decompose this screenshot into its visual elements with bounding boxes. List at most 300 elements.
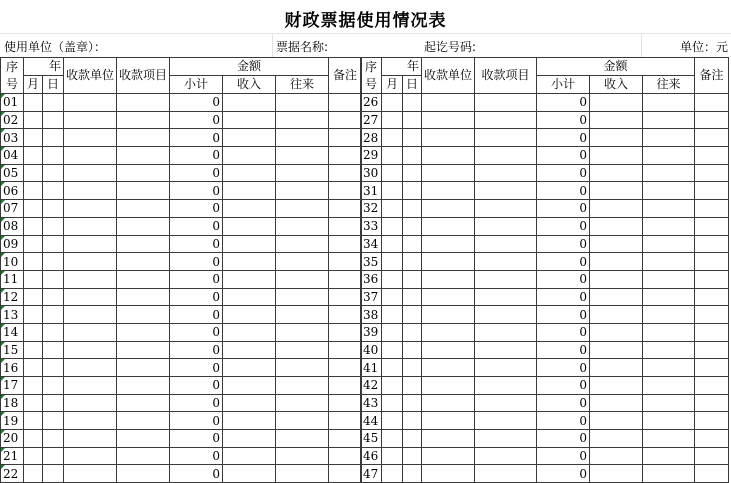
remark-cell[interactable] [695, 270, 729, 288]
transfer-cell[interactable] [643, 341, 695, 359]
day-cell[interactable] [403, 217, 422, 235]
remark-cell[interactable] [329, 94, 362, 112]
income-cell[interactable] [223, 377, 276, 395]
income-cell[interactable] [590, 94, 643, 112]
transfer-cell[interactable] [276, 182, 329, 200]
payee-item-cell[interactable] [117, 377, 170, 395]
subtotal-cell[interactable]: 0 [170, 270, 223, 288]
transfer-cell[interactable] [276, 235, 329, 253]
transfer-cell[interactable] [643, 288, 695, 306]
payee-item-cell[interactable] [475, 147, 537, 165]
month-cell[interactable] [24, 164, 43, 182]
payee-unit-cell[interactable] [422, 323, 475, 341]
month-cell[interactable] [24, 217, 43, 235]
day-cell[interactable] [403, 164, 422, 182]
payee-unit-cell[interactable] [422, 430, 475, 448]
payee-item-cell[interactable] [475, 430, 537, 448]
month-cell[interactable] [24, 465, 43, 483]
subtotal-cell[interactable]: 0 [537, 147, 590, 165]
transfer-cell[interactable] [276, 288, 329, 306]
payee-unit-cell[interactable] [64, 147, 117, 165]
transfer-cell[interactable] [276, 111, 329, 129]
payee-unit-cell[interactable] [64, 341, 117, 359]
payee-item-cell[interactable] [475, 341, 537, 359]
seq-cell[interactable]: 04 [1, 147, 24, 165]
income-cell[interactable] [590, 111, 643, 129]
transfer-cell[interactable] [276, 270, 329, 288]
income-cell[interactable] [590, 235, 643, 253]
month-cell[interactable] [24, 341, 43, 359]
remark-cell[interactable] [329, 412, 362, 430]
payee-unit-cell[interactable] [422, 200, 475, 218]
seq-cell[interactable]: 39 [361, 323, 382, 341]
subtotal-cell[interactable]: 0 [537, 341, 590, 359]
day-cell[interactable] [43, 164, 64, 182]
transfer-cell[interactable] [643, 447, 695, 465]
seq-cell[interactable]: 36 [361, 270, 382, 288]
day-cell[interactable] [403, 200, 422, 218]
remark-cell[interactable] [329, 164, 362, 182]
subtotal-cell[interactable]: 0 [170, 447, 223, 465]
payee-unit-cell[interactable] [64, 465, 117, 483]
month-cell[interactable] [382, 447, 403, 465]
payee-item-cell[interactable] [475, 359, 537, 377]
day-cell[interactable] [43, 217, 64, 235]
remark-cell[interactable] [329, 465, 362, 483]
income-cell[interactable] [590, 447, 643, 465]
income-cell[interactable] [590, 164, 643, 182]
income-cell[interactable] [223, 394, 276, 412]
payee-item-cell[interactable] [475, 129, 537, 147]
subtotal-cell[interactable]: 0 [537, 447, 590, 465]
transfer-cell[interactable] [643, 430, 695, 448]
remark-cell[interactable] [695, 306, 729, 324]
remark-cell[interactable] [329, 235, 362, 253]
seq-cell[interactable]: 38 [361, 306, 382, 324]
payee-unit-cell[interactable] [64, 111, 117, 129]
payee-unit-cell[interactable] [64, 217, 117, 235]
month-cell[interactable] [382, 430, 403, 448]
payee-item-cell[interactable] [117, 235, 170, 253]
payee-unit-cell[interactable] [64, 129, 117, 147]
remark-cell[interactable] [695, 200, 729, 218]
remark-cell[interactable] [695, 323, 729, 341]
income-cell[interactable] [223, 323, 276, 341]
month-cell[interactable] [382, 323, 403, 341]
transfer-cell[interactable] [276, 341, 329, 359]
transfer-cell[interactable] [643, 200, 695, 218]
remark-cell[interactable] [695, 288, 729, 306]
month-cell[interactable] [382, 182, 403, 200]
transfer-cell[interactable] [643, 164, 695, 182]
month-cell[interactable] [382, 235, 403, 253]
payee-unit-cell[interactable] [422, 253, 475, 271]
transfer-cell[interactable] [643, 94, 695, 112]
income-cell[interactable] [590, 430, 643, 448]
transfer-cell[interactable] [643, 394, 695, 412]
transfer-cell[interactable] [276, 129, 329, 147]
month-cell[interactable] [24, 288, 43, 306]
day-cell[interactable] [43, 270, 64, 288]
month-cell[interactable] [24, 306, 43, 324]
payee-unit-cell[interactable] [64, 235, 117, 253]
subtotal-cell[interactable]: 0 [170, 394, 223, 412]
seq-cell[interactable]: 31 [361, 182, 382, 200]
payee-item-cell[interactable] [475, 323, 537, 341]
payee-item-cell[interactable] [475, 377, 537, 395]
payee-item-cell[interactable] [475, 111, 537, 129]
month-cell[interactable] [24, 323, 43, 341]
remark-cell[interactable] [329, 323, 362, 341]
payee-item-cell[interactable] [117, 394, 170, 412]
day-cell[interactable] [403, 447, 422, 465]
payee-unit-cell[interactable] [64, 394, 117, 412]
income-cell[interactable] [223, 270, 276, 288]
day-cell[interactable] [403, 323, 422, 341]
payee-unit-cell[interactable] [64, 270, 117, 288]
day-cell[interactable] [43, 465, 64, 483]
transfer-cell[interactable] [643, 359, 695, 377]
transfer-cell[interactable] [643, 111, 695, 129]
transfer-cell[interactable] [276, 200, 329, 218]
month-cell[interactable] [24, 111, 43, 129]
transfer-cell[interactable] [276, 359, 329, 377]
day-cell[interactable] [43, 359, 64, 377]
month-cell[interactable] [24, 359, 43, 377]
income-cell[interactable] [590, 341, 643, 359]
day-cell[interactable] [403, 377, 422, 395]
day-cell[interactable] [43, 235, 64, 253]
month-cell[interactable] [382, 147, 403, 165]
payee-unit-cell[interactable] [422, 94, 475, 112]
subtotal-cell[interactable]: 0 [537, 377, 590, 395]
transfer-cell[interactable] [643, 253, 695, 271]
payee-unit-cell[interactable] [64, 94, 117, 112]
transfer-cell[interactable] [276, 447, 329, 465]
payee-unit-cell[interactable] [422, 341, 475, 359]
transfer-cell[interactable] [643, 412, 695, 430]
income-cell[interactable] [223, 430, 276, 448]
transfer-cell[interactable] [276, 253, 329, 271]
day-cell[interactable] [43, 323, 64, 341]
seq-cell[interactable]: 35 [361, 253, 382, 271]
income-cell[interactable] [590, 394, 643, 412]
payee-unit-cell[interactable] [422, 270, 475, 288]
subtotal-cell[interactable]: 0 [537, 111, 590, 129]
month-cell[interactable] [24, 129, 43, 147]
remark-cell[interactable] [329, 359, 362, 377]
subtotal-cell[interactable]: 0 [537, 323, 590, 341]
payee-unit-cell[interactable] [422, 182, 475, 200]
payee-unit-cell[interactable] [422, 288, 475, 306]
remark-cell[interactable] [329, 430, 362, 448]
month-cell[interactable] [24, 447, 43, 465]
remark-cell[interactable] [695, 465, 729, 483]
payee-unit-cell[interactable] [422, 147, 475, 165]
seq-cell[interactable]: 30 [361, 164, 382, 182]
payee-unit-cell[interactable] [422, 217, 475, 235]
seq-cell[interactable]: 40 [361, 341, 382, 359]
payee-item-cell[interactable] [117, 94, 170, 112]
day-cell[interactable] [43, 377, 64, 395]
subtotal-cell[interactable]: 0 [537, 253, 590, 271]
income-cell[interactable] [223, 465, 276, 483]
month-cell[interactable] [24, 94, 43, 112]
payee-item-cell[interactable] [117, 111, 170, 129]
month-cell[interactable] [24, 253, 43, 271]
income-cell[interactable] [223, 164, 276, 182]
transfer-cell[interactable] [643, 147, 695, 165]
subtotal-cell[interactable]: 0 [537, 182, 590, 200]
remark-cell[interactable] [695, 235, 729, 253]
payee-unit-cell[interactable] [422, 412, 475, 430]
payee-item-cell[interactable] [117, 182, 170, 200]
subtotal-cell[interactable]: 0 [170, 182, 223, 200]
month-cell[interactable] [382, 306, 403, 324]
income-cell[interactable] [223, 182, 276, 200]
payee-unit-cell[interactable] [422, 377, 475, 395]
remark-cell[interactable] [329, 306, 362, 324]
payee-item-cell[interactable] [117, 164, 170, 182]
day-cell[interactable] [43, 94, 64, 112]
payee-item-cell[interactable] [117, 270, 170, 288]
day-cell[interactable] [403, 111, 422, 129]
income-cell[interactable] [590, 377, 643, 395]
income-cell[interactable] [223, 447, 276, 465]
remark-cell[interactable] [329, 377, 362, 395]
subtotal-cell[interactable]: 0 [537, 217, 590, 235]
day-cell[interactable] [403, 341, 422, 359]
subtotal-cell[interactable]: 0 [170, 412, 223, 430]
seq-cell[interactable]: 19 [1, 412, 24, 430]
month-cell[interactable] [24, 412, 43, 430]
payee-unit-cell[interactable] [422, 164, 475, 182]
subtotal-cell[interactable]: 0 [537, 129, 590, 147]
day-cell[interactable] [403, 182, 422, 200]
transfer-cell[interactable] [643, 465, 695, 483]
transfer-cell[interactable] [276, 465, 329, 483]
month-cell[interactable] [24, 200, 43, 218]
remark-cell[interactable] [695, 129, 729, 147]
month-cell[interactable] [382, 217, 403, 235]
day-cell[interactable] [43, 129, 64, 147]
seq-cell[interactable]: 22 [1, 465, 24, 483]
subtotal-cell[interactable]: 0 [170, 288, 223, 306]
remark-cell[interactable] [695, 341, 729, 359]
subtotal-cell[interactable]: 0 [537, 235, 590, 253]
day-cell[interactable] [403, 306, 422, 324]
payee-unit-cell[interactable] [422, 129, 475, 147]
day-cell[interactable] [403, 129, 422, 147]
month-cell[interactable] [24, 270, 43, 288]
seq-cell[interactable]: 02 [1, 111, 24, 129]
income-cell[interactable] [590, 217, 643, 235]
payee-item-cell[interactable] [117, 430, 170, 448]
seq-cell[interactable]: 34 [361, 235, 382, 253]
month-cell[interactable] [382, 111, 403, 129]
transfer-cell[interactable] [276, 94, 329, 112]
income-cell[interactable] [223, 359, 276, 377]
remark-cell[interactable] [329, 200, 362, 218]
transfer-cell[interactable] [276, 147, 329, 165]
month-cell[interactable] [382, 94, 403, 112]
income-cell[interactable] [590, 270, 643, 288]
income-cell[interactable] [590, 359, 643, 377]
payee-item-cell[interactable] [475, 94, 537, 112]
subtotal-cell[interactable]: 0 [170, 377, 223, 395]
seq-cell[interactable]: 27 [361, 111, 382, 129]
payee-item-cell[interactable] [475, 394, 537, 412]
month-cell[interactable] [382, 359, 403, 377]
transfer-cell[interactable] [643, 182, 695, 200]
transfer-cell[interactable] [643, 217, 695, 235]
income-cell[interactable] [590, 306, 643, 324]
transfer-cell[interactable] [643, 270, 695, 288]
transfer-cell[interactable] [643, 377, 695, 395]
payee-unit-cell[interactable] [64, 323, 117, 341]
transfer-cell[interactable] [276, 412, 329, 430]
day-cell[interactable] [403, 147, 422, 165]
seq-cell[interactable]: 06 [1, 182, 24, 200]
month-cell[interactable] [24, 235, 43, 253]
subtotal-cell[interactable]: 0 [170, 164, 223, 182]
payee-unit-cell[interactable] [422, 447, 475, 465]
month-cell[interactable] [382, 200, 403, 218]
subtotal-cell[interactable]: 0 [537, 270, 590, 288]
payee-item-cell[interactable] [117, 465, 170, 483]
payee-item-cell[interactable] [475, 235, 537, 253]
transfer-cell[interactable] [276, 217, 329, 235]
seq-cell[interactable]: 41 [361, 359, 382, 377]
payee-unit-cell[interactable] [422, 111, 475, 129]
payee-unit-cell[interactable] [422, 359, 475, 377]
month-cell[interactable] [24, 430, 43, 448]
seq-cell[interactable]: 11 [1, 270, 24, 288]
month-cell[interactable] [24, 147, 43, 165]
payee-item-cell[interactable] [475, 288, 537, 306]
remark-cell[interactable] [329, 129, 362, 147]
transfer-cell[interactable] [276, 323, 329, 341]
remark-cell[interactable] [695, 111, 729, 129]
income-cell[interactable] [223, 147, 276, 165]
payee-unit-cell[interactable] [422, 465, 475, 483]
payee-unit-cell[interactable] [64, 377, 117, 395]
payee-unit-cell[interactable] [64, 253, 117, 271]
subtotal-cell[interactable]: 0 [537, 359, 590, 377]
transfer-cell[interactable] [643, 129, 695, 147]
subtotal-cell[interactable]: 0 [170, 94, 223, 112]
seq-cell[interactable]: 05 [1, 164, 24, 182]
subtotal-cell[interactable]: 0 [170, 465, 223, 483]
month-cell[interactable] [382, 465, 403, 483]
payee-unit-cell[interactable] [422, 306, 475, 324]
seq-cell[interactable]: 01 [1, 94, 24, 112]
month-cell[interactable] [382, 253, 403, 271]
seq-cell[interactable]: 20 [1, 430, 24, 448]
subtotal-cell[interactable]: 0 [537, 430, 590, 448]
day-cell[interactable] [43, 182, 64, 200]
subtotal-cell[interactable]: 0 [170, 323, 223, 341]
subtotal-cell[interactable]: 0 [170, 235, 223, 253]
day-cell[interactable] [43, 394, 64, 412]
seq-cell[interactable]: 17 [1, 377, 24, 395]
subtotal-cell[interactable]: 0 [537, 288, 590, 306]
income-cell[interactable] [223, 288, 276, 306]
seq-cell[interactable]: 21 [1, 447, 24, 465]
income-cell[interactable] [223, 94, 276, 112]
day-cell[interactable] [403, 394, 422, 412]
payee-unit-cell[interactable] [64, 412, 117, 430]
subtotal-cell[interactable]: 0 [537, 200, 590, 218]
subtotal-cell[interactable]: 0 [170, 200, 223, 218]
payee-unit-cell[interactable] [422, 394, 475, 412]
remark-cell[interactable] [329, 341, 362, 359]
subtotal-cell[interactable]: 0 [537, 394, 590, 412]
day-cell[interactable] [43, 306, 64, 324]
subtotal-cell[interactable]: 0 [537, 164, 590, 182]
subtotal-cell[interactable]: 0 [170, 306, 223, 324]
payee-item-cell[interactable] [117, 447, 170, 465]
income-cell[interactable] [223, 217, 276, 235]
payee-item-cell[interactable] [475, 182, 537, 200]
income-cell[interactable] [223, 129, 276, 147]
seq-cell[interactable]: 43 [361, 394, 382, 412]
subtotal-cell[interactable]: 0 [537, 465, 590, 483]
payee-item-cell[interactable] [117, 147, 170, 165]
seq-cell[interactable]: 07 [1, 200, 24, 218]
seq-cell[interactable]: 29 [361, 147, 382, 165]
income-cell[interactable] [223, 253, 276, 271]
income-cell[interactable] [223, 306, 276, 324]
day-cell[interactable] [43, 412, 64, 430]
remark-cell[interactable] [329, 288, 362, 306]
payee-item-cell[interactable] [117, 217, 170, 235]
payee-item-cell[interactable] [117, 341, 170, 359]
payee-unit-cell[interactable] [422, 235, 475, 253]
month-cell[interactable] [24, 394, 43, 412]
seq-cell[interactable]: 42 [361, 377, 382, 395]
seq-cell[interactable]: 33 [361, 217, 382, 235]
seq-cell[interactable]: 03 [1, 129, 24, 147]
payee-item-cell[interactable] [117, 323, 170, 341]
income-cell[interactable] [590, 288, 643, 306]
month-cell[interactable] [24, 377, 43, 395]
payee-item-cell[interactable] [475, 306, 537, 324]
subtotal-cell[interactable]: 0 [170, 253, 223, 271]
day-cell[interactable] [43, 200, 64, 218]
seq-cell[interactable]: 45 [361, 430, 382, 448]
payee-item-cell[interactable] [117, 288, 170, 306]
income-cell[interactable] [590, 200, 643, 218]
income-cell[interactable] [223, 341, 276, 359]
remark-cell[interactable] [695, 359, 729, 377]
seq-cell[interactable]: 44 [361, 412, 382, 430]
payee-unit-cell[interactable] [64, 306, 117, 324]
payee-unit-cell[interactable] [64, 182, 117, 200]
seq-cell[interactable]: 37 [361, 288, 382, 306]
month-cell[interactable] [382, 288, 403, 306]
payee-item-cell[interactable] [475, 217, 537, 235]
remark-cell[interactable] [329, 253, 362, 271]
day-cell[interactable] [403, 465, 422, 483]
payee-item-cell[interactable] [117, 412, 170, 430]
month-cell[interactable] [382, 377, 403, 395]
subtotal-cell[interactable]: 0 [537, 94, 590, 112]
payee-item-cell[interactable] [117, 129, 170, 147]
seq-cell[interactable]: 12 [1, 288, 24, 306]
seq-cell[interactable]: 32 [361, 200, 382, 218]
day-cell[interactable] [403, 253, 422, 271]
